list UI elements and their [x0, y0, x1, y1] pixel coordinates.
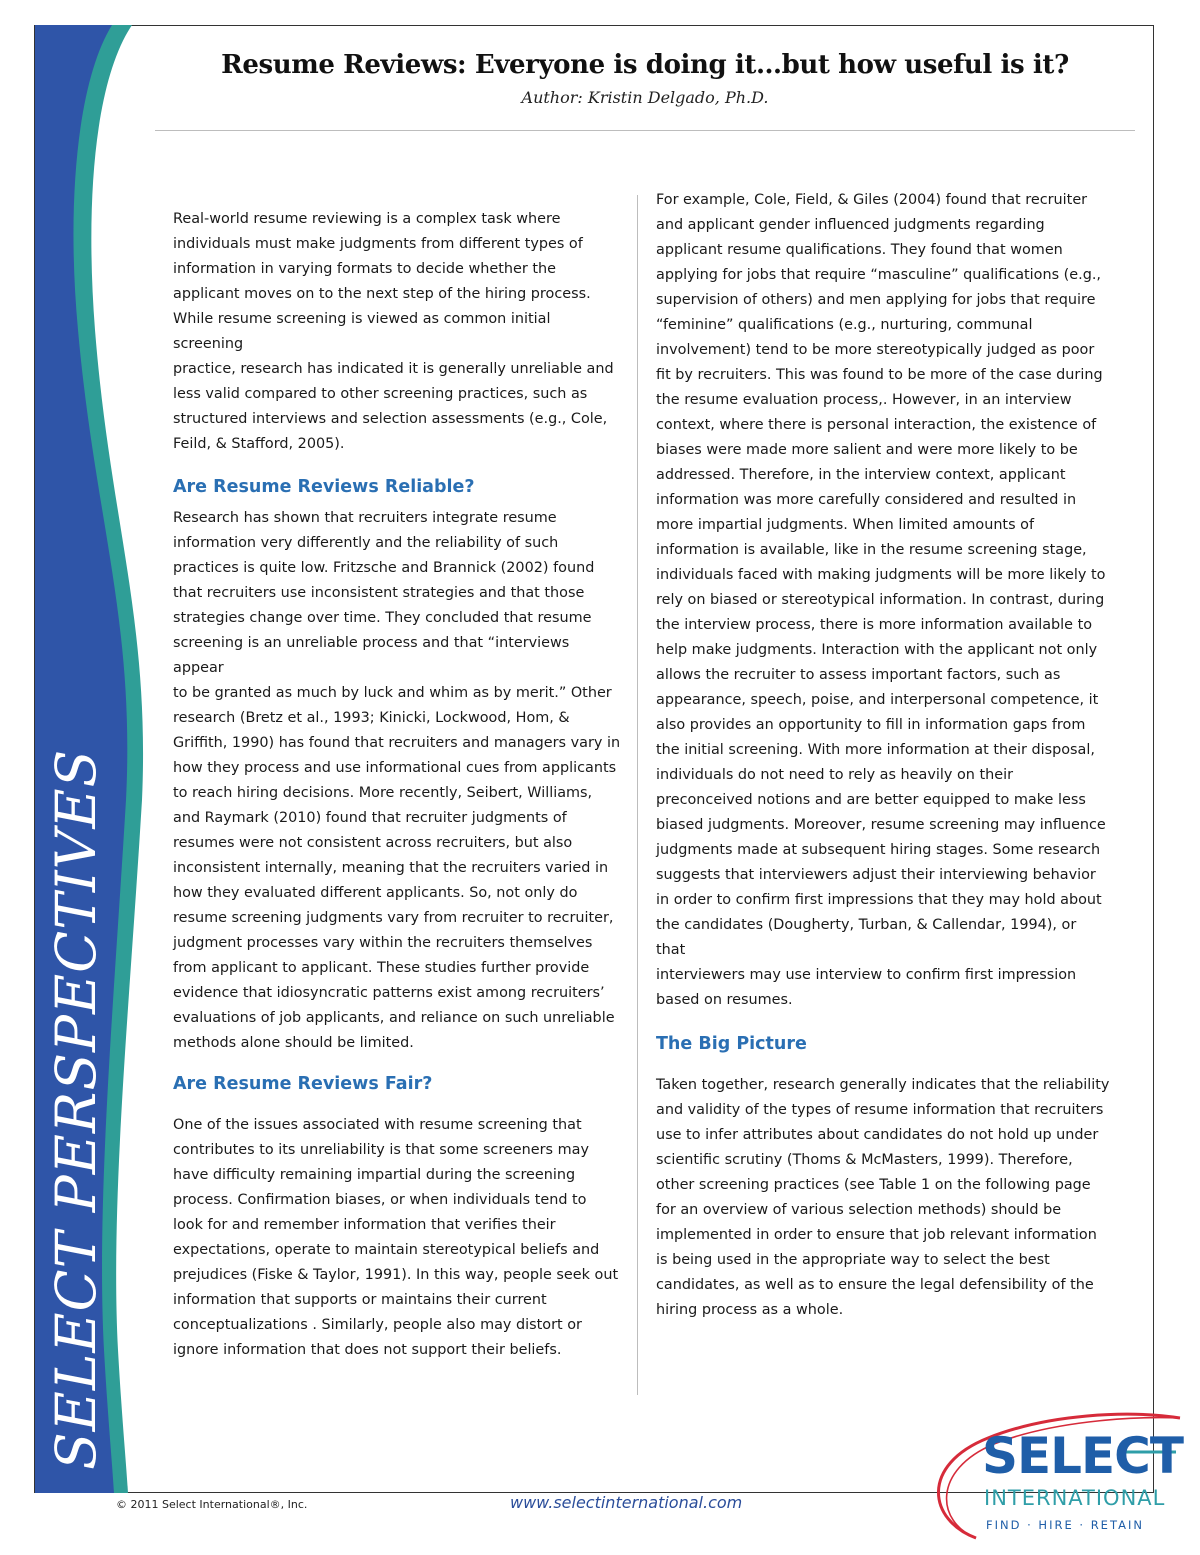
select-international-logo	[928, 1410, 1190, 1550]
heading-reliable: Are Resume Reviews Reliable?	[173, 477, 475, 497]
heading-big-picture: The Big Picture	[656, 1034, 807, 1054]
footer-website-link[interactable]: www.selectinternational.com	[510, 1493, 743, 1512]
intro-paragraph: Real-world resume reviewing is a complex task where individuals must make judgments from different types of information in varying formats to decide whether the applicant moves on to the next step of the hiring process. While resume screening is viewed as common initial screening practice, research has indicated it is generally unreliable and less valid compared to other screening practices, such as structured interviews and selection assessments (e.g., Cole, Feild, & Stafford, 2005).	[173, 211, 614, 452]
logo-wordmark: SELECT	[982, 1427, 1183, 1485]
author-line: Author: Kristin Delgado, Ph.D.	[521, 88, 769, 107]
header-divider	[155, 130, 1135, 131]
example-paragraph: For example, Cole, Field, & Giles (2004) found that recruiter and applicant gender influenced judgments regarding applicant resume qualifications. They found that women applying for jobs that require “masculine” qualifications (e.g., supervision of others) and men applying for jobs that require “feminine” qualifications (e.g., nurturing, communal involvement) tend to be more stereotypically judged as poor fit by recruiters. This was found to be more of the case during the resume evaluation process,. However, in an interview context, where there is personal interaction, the existence of biases were made more salient and were more likely to be addressed. Therefore, in the interview context, applicant information was more carefully considered and resulted in more impartial judgments. When limited amounts of information is available, like in the resume screening stage, individuals faced with making judgments will be more likely to rely on biased or stereotypical information. In contrast, during the interview process, there is more information available to help make judgments. Interaction with the applicant not only allows the recruiter to assess important factors, such as appearance, speech, poise, and interpersonal competence, it also provides an opportunity to fill in information gaps from the initial screening. With more information at their disposal, individuals do not need to rely as heavily on their preconceived notions and are better equipped to make less biased judgments. Moreover, resume screening may influence judgments made at subsequent hiring stages. Some research suggests that interviewers adjust their interviewing behavior in order to confirm first impressions that they may hold about the candidates (Dougherty, Turban, & Callendar, 1994), or that interviewers may use interview to confirm first impression based on resumes.	[656, 192, 1106, 1008]
footer-copyright: © 2011 Select International®, Inc.	[116, 1498, 308, 1511]
heading-fair: Are Resume Reviews Fair?	[173, 1074, 433, 1094]
logo-subtitle: INTERNATIONAL	[984, 1486, 1166, 1510]
reliable-paragraph: Research has shown that recruiters integrate resume information very differently and the reliability of such practices is quite low. Fritzsche and Brannick (2002) found that recruiters use inconsistent strategies and that those strategies change over time. They concluded that resume screening is an unreliable process and that “interviews appear to be granted as much by luck and whim as by merit.” Other research (Bretz et al., 1993; Kinicki, Lockwood, Hom, & Griffith, 1990) has found that recruiters and managers vary in how they process and use informational cues from applicants to reach hiring decisions. More recently, Seibert, Williams, and Raymark (2010) found that recruiter judgments of resumes were not consistent across recruiters, but also inconsistent internally, meaning that the recruiters varied in how they evaluated different applicants. So, not only do resume screening judgments vary from recruiter to recruiter, judgment processes vary within the recruiters themselves from applicant to applicant. These studies further provide evidence that idiosyncratic patterns exist among recruiters’ evaluations of job applicants, and reliance on such unreliable methods alone should be limited.	[173, 510, 621, 1051]
column-divider	[637, 195, 638, 1395]
document-header	[155, 50, 1135, 107]
logo-tagline: FIND · HIRE · RETAIN	[986, 1518, 1144, 1532]
sidebar-title: SELECT PERSPECTIVES	[44, 748, 108, 1470]
left-column	[173, 207, 623, 1363]
document-title: Resume Reviews: Everyone is doing it…but how useful is it?	[221, 50, 1069, 80]
right-column	[656, 188, 1110, 1323]
big-picture-paragraph: Taken together, research generally indicates that the reliability and validity of the types of resume information that recruiters use to infer attributes about candidates do not hold up under scientific scrutiny (Thoms & McMasters, 1999). Therefore, other screening practices (see Table 1 on the following page for an overview of various selection methods) should be implemented in order to ensure that job relevant information is being used in the appropriate way to select the best candidates, as well as to ensure the legal defensibility of the hiring process as a whole.	[656, 1077, 1110, 1318]
fair-paragraph: One of the issues associated with resume screening that contributes to its unreliability is that some screeners may have difficulty remaining impartial during the screening process. Confirmation biases, or when individuals tend to look for and remember information that verifies their expectations, operate to maintain stereotypical beliefs and prejudices (Fiske & Taylor, 1991). In this way, people seek out information that supports or maintains their current conceptualizations . Similarly, people also may distort or ignore information that does not support their beliefs.	[173, 1117, 619, 1358]
